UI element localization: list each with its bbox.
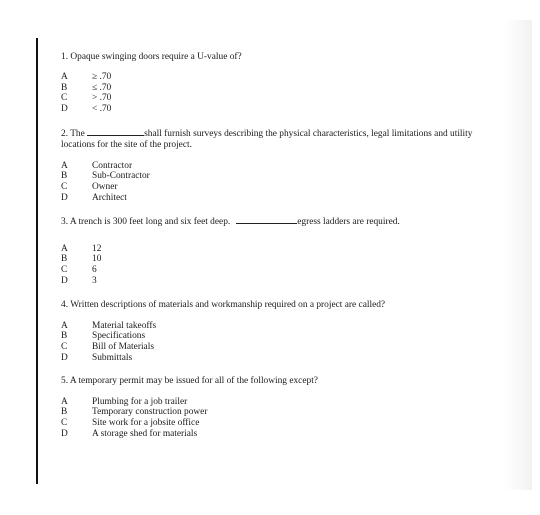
question-5-option-d[interactable] [61,429,501,440]
question-2-option-d[interactable] [61,193,501,204]
option-text: Architect [92,192,127,203]
option-letter: C [61,342,68,353]
question-2-blank[interactable] [87,126,144,136]
question-3-stem [61,214,501,228]
question-5-option-a[interactable] [61,397,501,408]
question-3-option-d[interactable] [61,276,501,287]
option-letter: C [61,93,68,104]
question-5-text: 5. A temporary permit may be issued for all of the following except? [61,375,318,386]
question-2-line-2: locations for the site of the project. [61,139,192,150]
question-4-option-d[interactable] [61,353,501,364]
question-1-option-c[interactable] [61,93,501,104]
option-text: > .70 [92,93,112,104]
question-3-blank[interactable] [236,214,297,224]
option-letter: C [61,182,68,193]
option-text: Sub-Contractor [92,171,150,182]
question-2-option-a[interactable] [61,161,501,172]
option-letter: C [61,418,68,429]
option-letter: B [61,407,68,418]
option-text: ≥ .70 [92,71,112,82]
option-text: Submittals [92,352,133,363]
question-2-options [61,161,501,204]
option-letter: A [61,320,68,331]
option-text: Contractor [92,160,133,171]
question-4-text: 4. Written descriptions of materials and workmanship required on a project are called? [61,299,386,310]
option-text: < .70 [92,104,112,115]
option-letter: A [61,71,68,82]
question-3-options [61,244,501,287]
question-3-option-c[interactable] [61,265,501,276]
question-2-option-b[interactable] [61,171,501,182]
option-text: Temporary construction power [92,407,208,418]
question-3-prefix: 3. A trench is 300 feet long and six feet deep. [61,216,231,227]
question-2-line-1 [61,129,472,139]
question-4-stem [61,300,501,311]
option-text: Plumbing for a job trailer [92,396,188,407]
option-letter: D [61,275,68,286]
question-4-option-b[interactable] [61,331,501,342]
option-letter: D [61,192,68,203]
question-3-option-b[interactable] [61,254,501,265]
question-3-option-a[interactable] [61,244,501,255]
option-letter: C [61,265,68,276]
option-letter: B [61,171,68,182]
question-2-stem [61,126,501,151]
question-1-stem [61,52,501,63]
option-letter: A [61,396,68,407]
question-5-stem [61,376,501,387]
option-letter: B [61,331,68,342]
option-letter: A [61,243,68,254]
option-text: 3 [92,275,97,286]
question-5-options [61,397,501,440]
question-4-options [61,321,501,364]
option-text: 12 [92,243,102,254]
option-letter: A [61,160,68,171]
question-2-option-c[interactable] [61,182,501,193]
question-3-line [61,217,400,227]
option-text: Bill of Materials [92,342,154,353]
question-2-prefix: 2. The [61,128,88,139]
page-right-shadow [504,20,532,490]
option-text: Site work for a jobsite office [92,418,200,429]
option-letter: D [61,428,68,439]
option-text: 10 [92,254,102,265]
question-2-suffix: shall furnish surveys describing the physical characteristics, legal limitations and utility [144,128,473,139]
option-text: Material takeoffs [92,320,157,331]
quiz-content [61,52,501,440]
question-5-option-b[interactable] [61,407,501,418]
option-letter: B [61,82,68,93]
question-3-suffix: egress ladders are required. [297,216,400,227]
question-1-options [61,72,501,115]
option-text: 6 [92,265,97,276]
option-letter: D [61,104,68,115]
option-text: A storage shed for materials [92,428,198,439]
option-text: Specifications [92,331,146,342]
page-left-edge-line [36,38,38,484]
question-1-option-a[interactable] [61,72,501,83]
option-text: ≤ .70 [92,82,112,93]
question-4-option-a[interactable] [61,321,501,332]
option-letter: B [61,254,68,265]
question-5-option-c[interactable] [61,418,501,429]
question-4-option-c[interactable] [61,342,501,353]
option-text: Owner [92,182,118,193]
question-1-option-b[interactable] [61,83,501,94]
option-letter: D [61,352,68,363]
question-1-option-d[interactable] [61,104,501,115]
question-1-text: 1. Opaque swinging doors require a U-value of? [61,52,242,62]
